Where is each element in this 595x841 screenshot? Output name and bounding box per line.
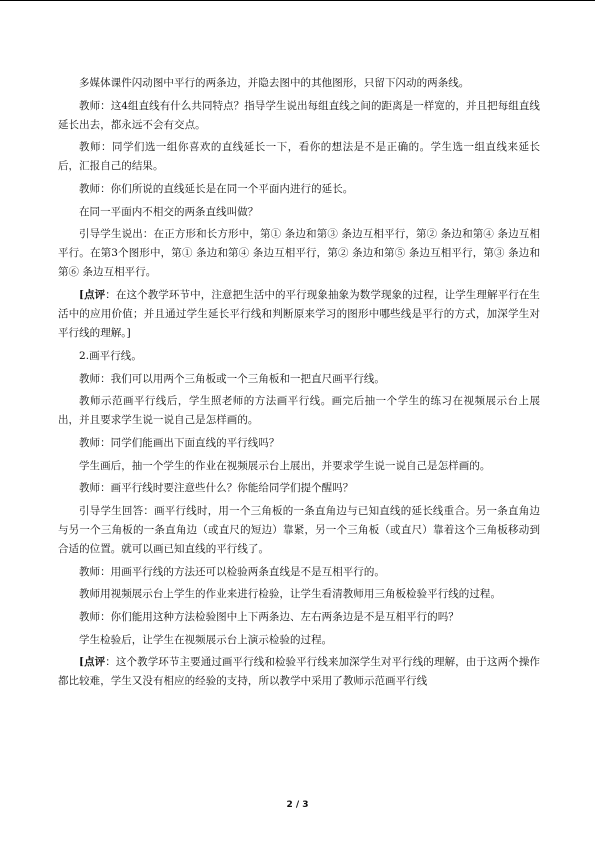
paragraph bbox=[58, 225, 540, 282]
paragraph bbox=[58, 608, 540, 627]
paragraph bbox=[58, 74, 540, 93]
paragraph bbox=[58, 347, 540, 366]
document-body bbox=[58, 74, 540, 695]
paragraph bbox=[58, 502, 540, 559]
paragraph bbox=[58, 457, 540, 476]
paragraph-text: 学生画后，抽一个学生的作业在视频展示台上展出，并要求学生说一说自己是怎样画的。 bbox=[79, 459, 491, 472]
comment-label: [点评 bbox=[79, 289, 106, 302]
page-number: 2 / 3 bbox=[286, 800, 309, 810]
paragraph-text: 教师：同学们选一组你喜欢的直线延长一下，看你的想法是不是正确的。学生选一组直线来延长后，汇报自己的结果。 bbox=[58, 141, 540, 173]
paragraph bbox=[58, 370, 540, 389]
paragraph-text: 多媒体课件闪动图中平行的两条边，并隐去图中的其他图形，只留下闪动的两条线。 bbox=[79, 77, 470, 89]
paragraph bbox=[58, 286, 540, 343]
paragraph-text: 教师用视频展示台上学生的作业来进行检验，让学生看清教师用三角板检验平行线的过程。 bbox=[79, 588, 501, 601]
paragraph-text: ：这个教学环节主要通过画平行线和检验平行线来加深学生对平行线的理解，由于这两个操作都比较难，学生又没有相应的经验的支持，所以教学中采用了教师示范画平行线 bbox=[58, 656, 540, 688]
paragraph bbox=[58, 434, 540, 453]
paragraph bbox=[58, 585, 540, 604]
paragraph-text: 教师：我们可以用两个三角板或一个三角板和一把直尺画平行线。 bbox=[79, 372, 385, 385]
paragraph-text: ：在这个教学环节中，注意把生活中的平行现象抽象为数学现象的过程，让学生理解平行在生活中的应用价值；并且通过学生延长平行线和判断原来学习的图形中哪些线是平行的方式，加深学生对平行线的理解。] bbox=[58, 289, 540, 340]
paragraph bbox=[58, 180, 540, 199]
paragraph-text: 引导学生回答：画平行线时，用一个三角板的一条直角边与已知直线的延长线重合。另一条直角边与另一个三角板的一条直角边（或直尺的短边）靠紧，另一个三角板（或直尺）靠着这个三角板移动到合适的位置。就可以画已知直线的平行线了。 bbox=[58, 504, 540, 555]
paragraph bbox=[58, 479, 540, 498]
paragraph-text: 教师：你们所说的直线延长是在同一个平面内进行的延长。 bbox=[79, 183, 354, 196]
comment-label: [点评 bbox=[79, 656, 106, 669]
paragraph-text: 教师：画平行线时要注意些什么？你能给同学们提个醒吗？ bbox=[79, 482, 354, 495]
paragraph-text: 2.画平行线。 bbox=[79, 349, 142, 362]
paragraph-text: 引导学生说出：在正方形和长方形中，第① 条边和第③ 条边互相平行，第② 条边和第④ 条边互相平行。在第3个图形中，第① 条边和第④ 条边互相平行，第② 条边和第⑤ 条边互相平行，第③ 条边和第⑥ 条边互相平行。 bbox=[58, 228, 540, 279]
paragraph-text: 教师：你们能用这种方法检验图中上下两条边、左右两条边是不是互相平行的吗？ bbox=[79, 611, 459, 623]
paragraph bbox=[58, 138, 540, 176]
top-rule bbox=[0, 0, 595, 1]
paragraph-text: 教师示范画平行线后，学生照老师的方法画平行线。画完后抽一个学生的练习在视频展示台上展出，并且要求学生说一说自己是怎样画的。 bbox=[58, 395, 540, 427]
paragraph bbox=[58, 392, 540, 430]
paragraph-text: 学生检验后，让学生在视频展示台上演示检验的过程。 bbox=[79, 633, 333, 646]
paragraph-text: 教师：用画平行线的方法还可以检验两条直线是不是互相平行的。 bbox=[79, 565, 385, 578]
paragraph bbox=[58, 203, 540, 222]
paragraph bbox=[58, 631, 540, 650]
paragraph bbox=[58, 653, 540, 691]
paragraph-text: 在同一平面内不相交的两条直线叫做？ bbox=[79, 205, 259, 218]
paragraph bbox=[58, 97, 540, 135]
paragraph bbox=[58, 563, 540, 582]
paragraph-text: 教师：同学们能画出下面直线的平行线吗？ bbox=[79, 436, 280, 449]
paragraph-text: 教师：这4组直线有什么共同特点？指导学生说出每组直线之间的距离是一样宽的，并且把每组直线延长出去，都永远不会有交点。 bbox=[58, 99, 540, 131]
